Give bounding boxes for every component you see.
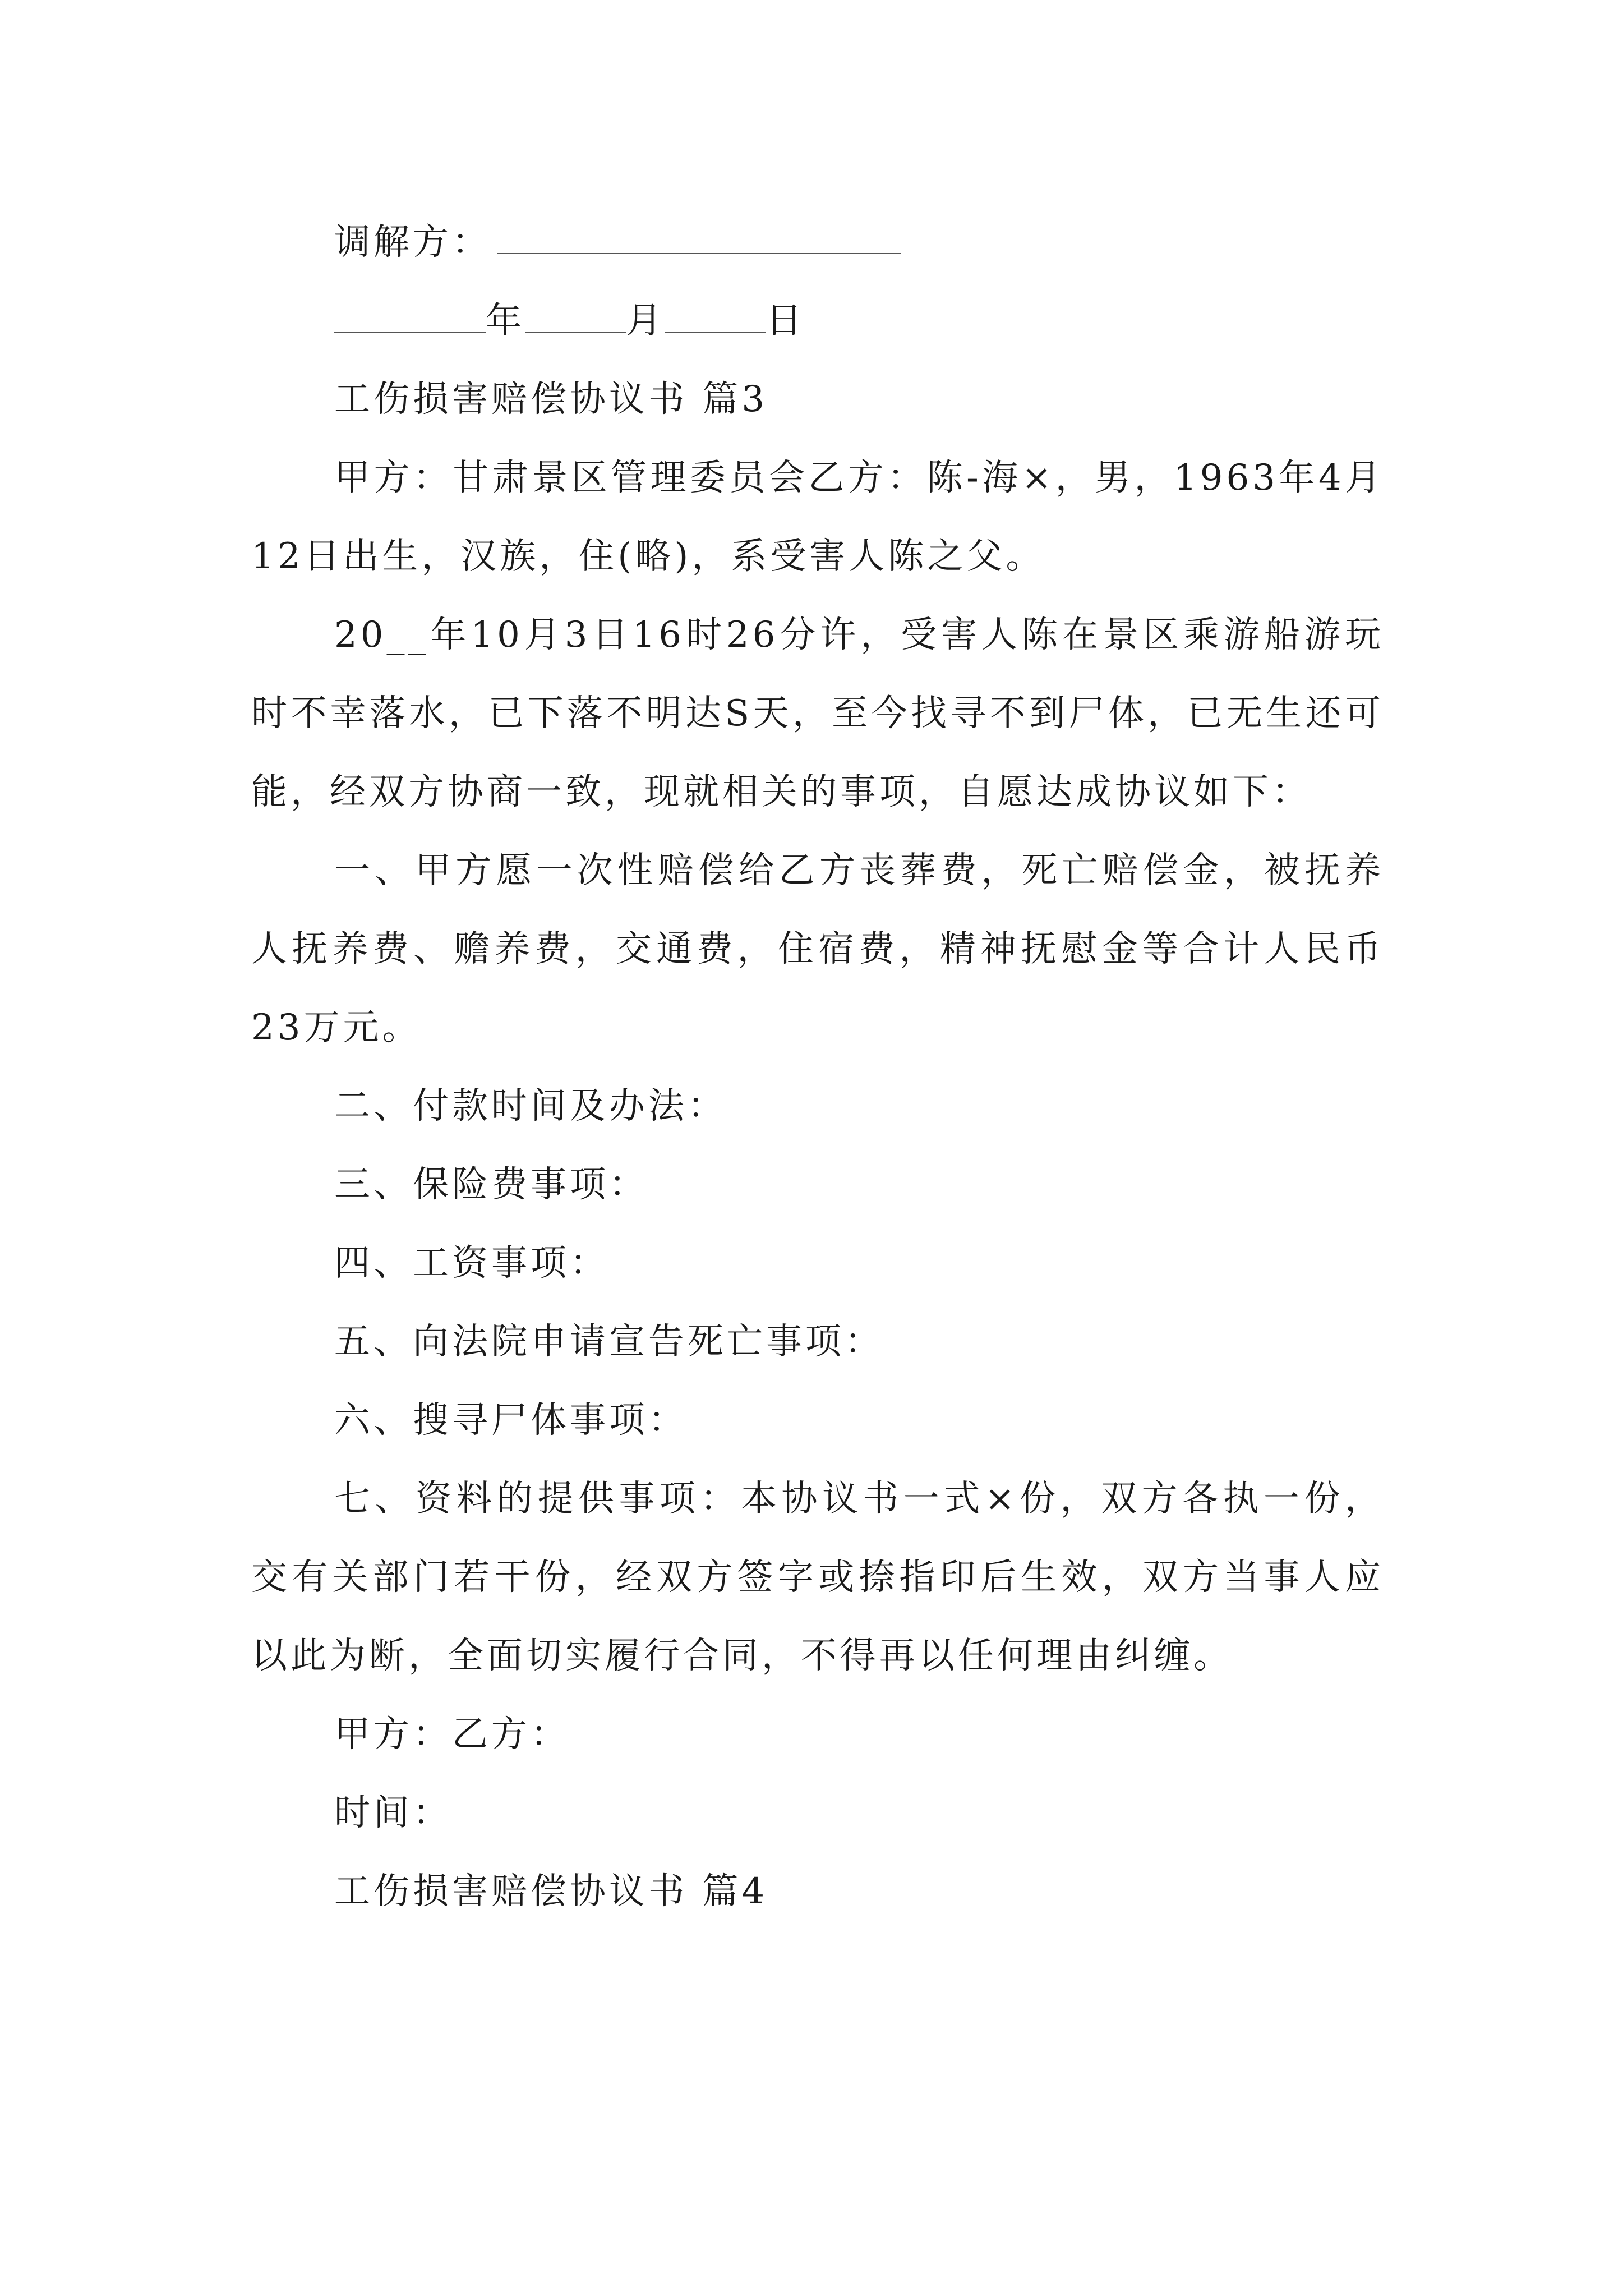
- item-1: 一、甲方愿一次性赔偿给乙方丧葬费，死亡赔偿金，被抚养人抚养费、赡养费，交通费，住宿费，精神抚慰金等合计人民币23万元。: [251, 850, 1384, 1048]
- item-3: 三、保险费事项：: [334, 1164, 648, 1205]
- incident-paragraph: 20__年10月3日16时26分许，受害人陈在景区乘游船游玩时不幸落水，已下落不明达S天，至今找寻不到尸体，已无生还可能，经双方协商一致，现就相关的事项，自愿达成协议如下：: [251, 614, 1384, 813]
- mediator-label: 调解方：: [334, 222, 491, 263]
- year-label: 年: [486, 300, 525, 342]
- day-blank: [665, 298, 766, 333]
- mediator-line: [251, 203, 1384, 282]
- document-body: [251, 203, 1384, 1931]
- item-6: 六、搜寻尸体事项：: [334, 1400, 688, 1441]
- item-4: 四、工资事项：: [334, 1243, 609, 1284]
- day-label: 日: [766, 300, 805, 342]
- parties-paragraph: 甲方：甘肃景区管理委员会乙方：陈-海×，男，1963年4月12日出生，汉族，住(略)，系受害人陈之父。: [251, 457, 1384, 577]
- time-line: 时间：: [334, 1792, 452, 1834]
- item-2: 二、付款时间及办法：: [334, 1085, 727, 1127]
- year-blank: [334, 298, 486, 333]
- date-line: [251, 282, 1384, 360]
- month-label: 月: [626, 300, 665, 342]
- section-heading-4: 工伤损害赔偿协议书 篇4: [334, 1871, 768, 1912]
- item-5: 五、向法院申请宣告死亡事项：: [334, 1321, 884, 1363]
- month-blank: [525, 298, 626, 333]
- section-heading-3: 工伤损害赔偿协议书 篇3: [334, 379, 768, 420]
- signature-parties: 甲方：乙方：: [334, 1714, 570, 1755]
- item-7: 七、资料的提供事项：本协议书一式×份，双方各执一份，交有关部门若干份，经双方签字或捺指印后生效，双方当事人应以此为断，全面切实履行合同，不得再以任何理由纠缠。: [251, 1478, 1384, 1677]
- mediator-signature-blank: [497, 219, 901, 254]
